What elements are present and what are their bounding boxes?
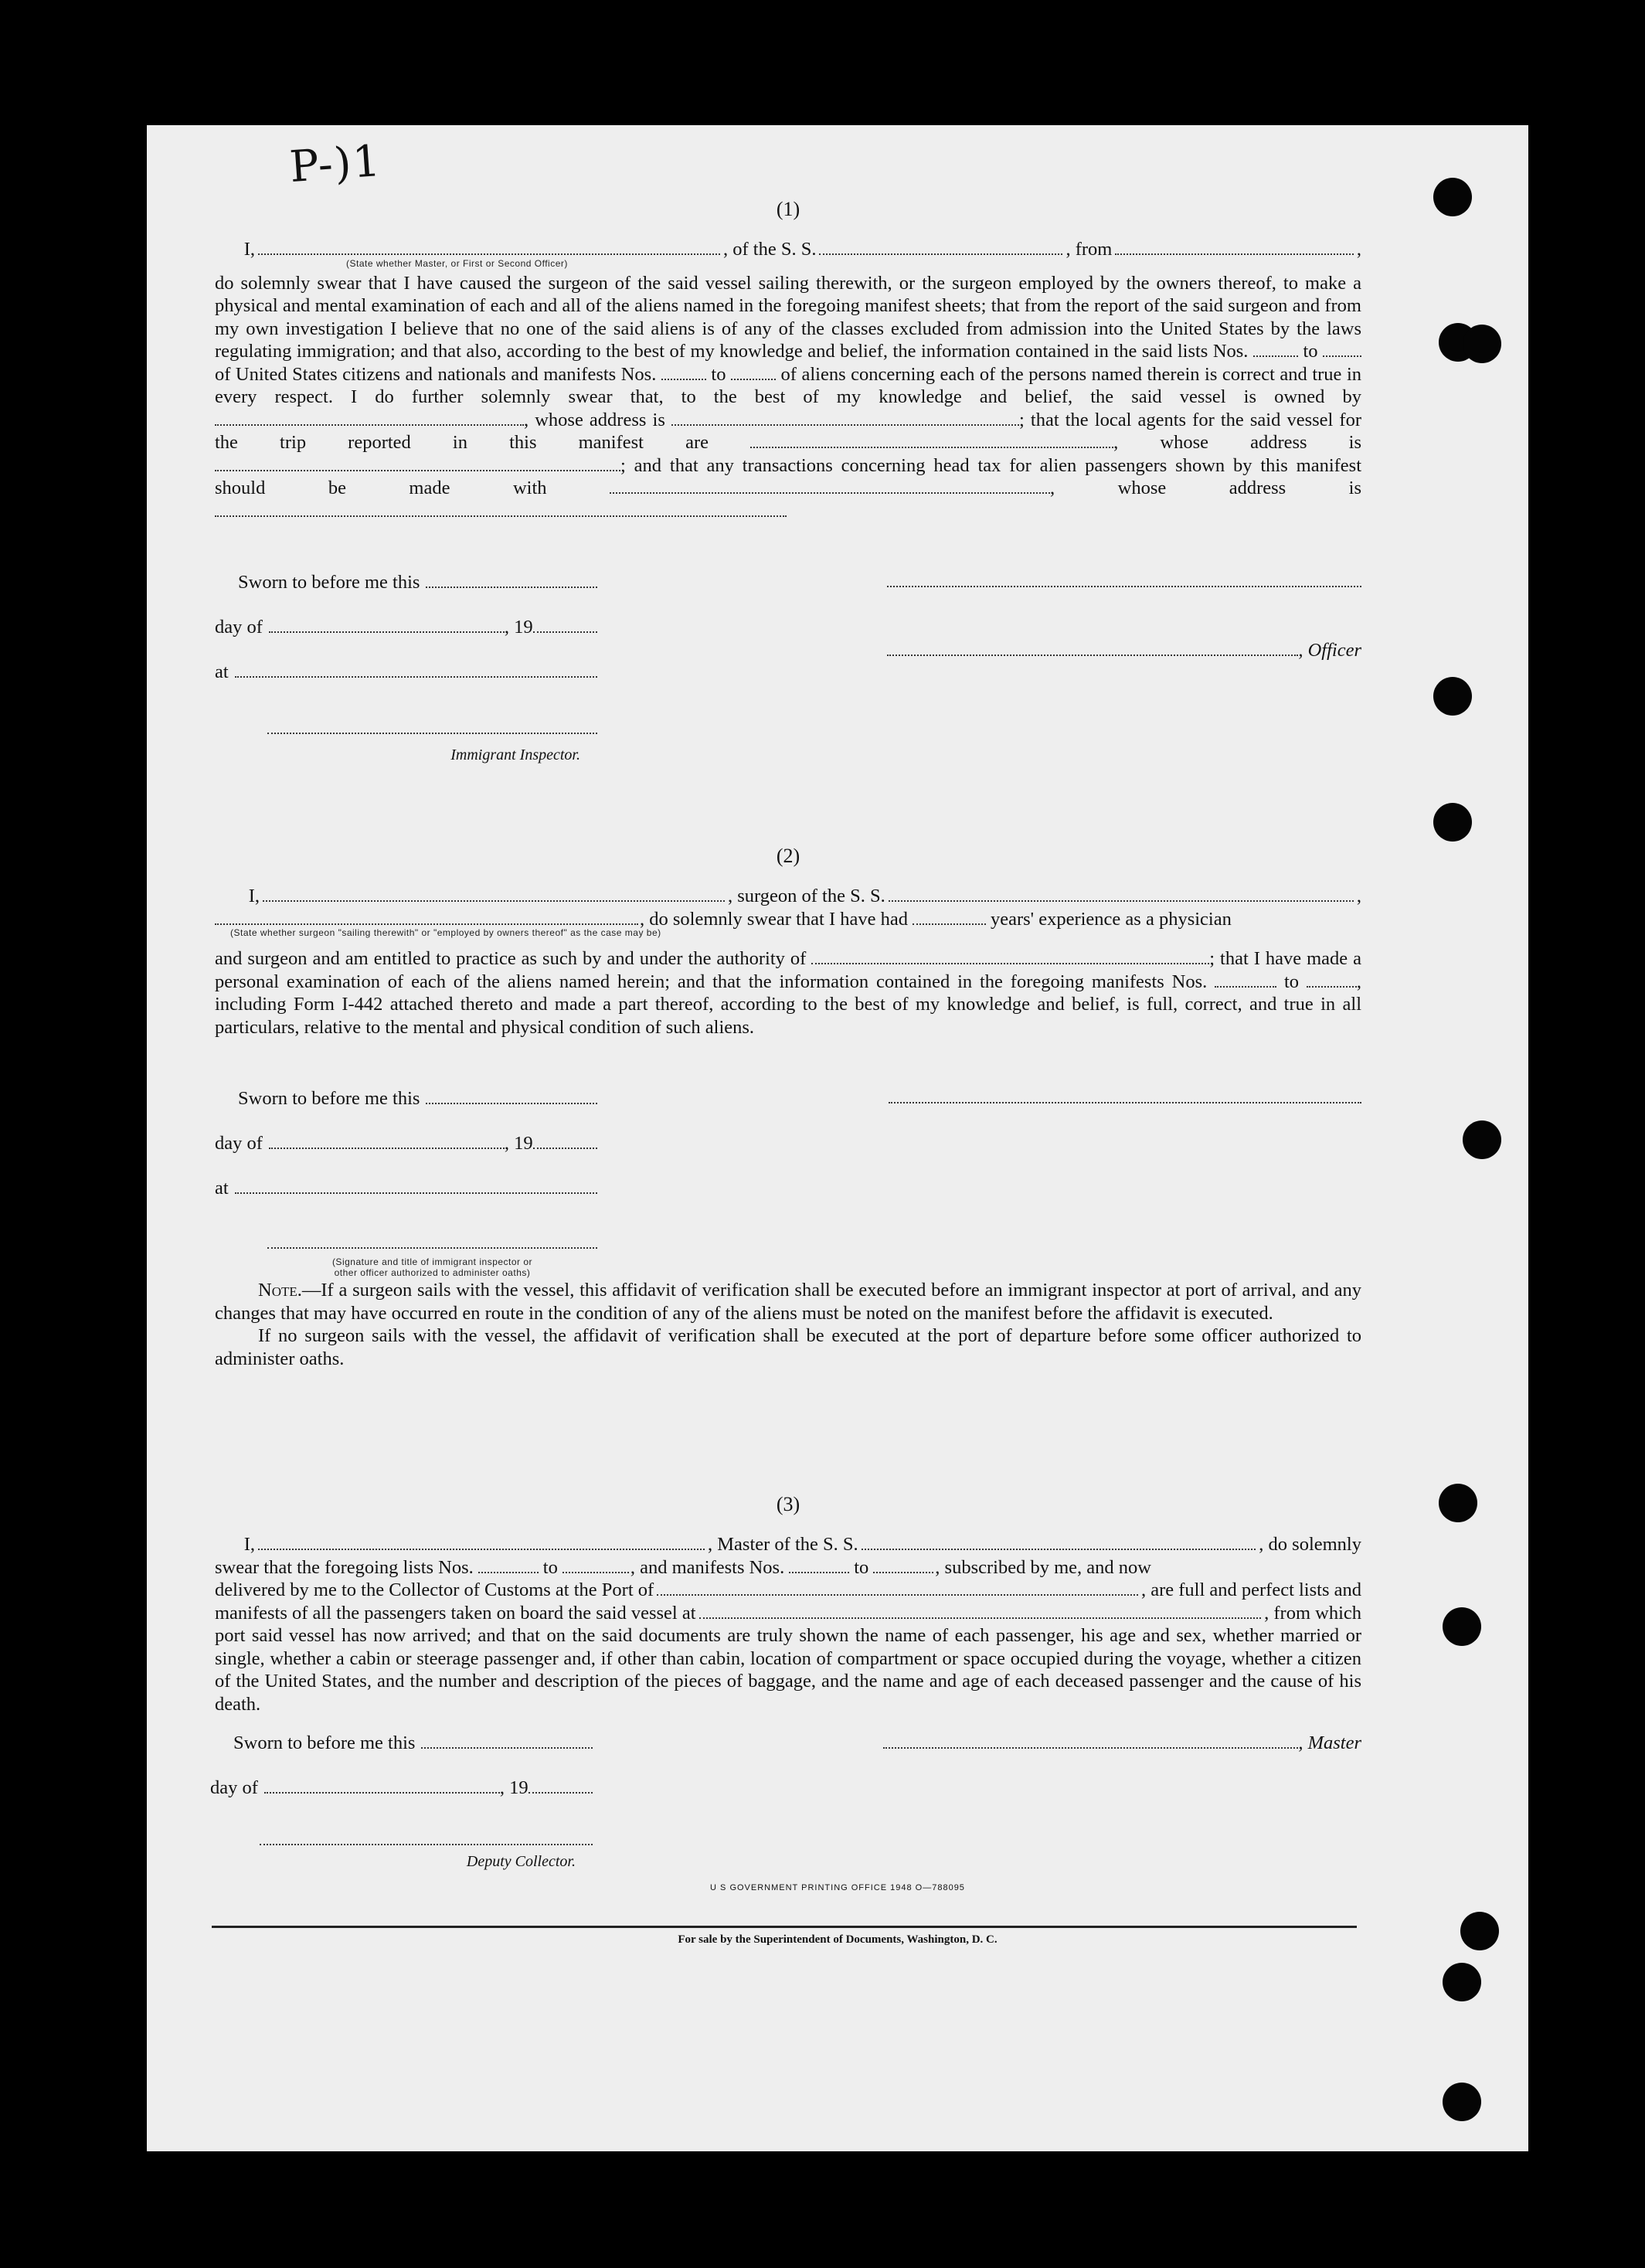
text: do solemnly swear that I have caused the surgeon of the said vessel sailing therewith, or the surgeon employed by the owners thereof, to make a physical and mental examination of each and all of the aliens named in the foregoing manifest sheets; that from the report of the said surgeon and from my own investigation I believe that no one of the said aliens is of any of the classes excluded from admission into the United States by the laws regulating immigration; and that also, according to the best of my knowledge and belief, the information contained in the said lists Nos.	[215, 272, 1361, 362]
years-field[interactable]	[913, 910, 986, 925]
text: day of	[210, 1777, 258, 1798]
authority-field[interactable]	[811, 949, 1209, 964]
text: I,	[243, 239, 255, 260]
surgeon-hint: (State whether surgeon "sailing therewith" or "employed by owners thereof" as the case may be)	[230, 927, 661, 938]
officer-hint: (State whether Master, or First or Second Officer)	[346, 257, 568, 269]
list-no-field[interactable]	[1323, 342, 1361, 357]
sworn-block-1	[215, 572, 597, 764]
text: , Master of the S. S.	[708, 1534, 858, 1555]
embark-line	[215, 1602, 1361, 1625]
officer-caption: , Officer	[1298, 640, 1361, 661]
from-port-field[interactable]	[1115, 240, 1354, 255]
text: whose address is	[1160, 432, 1362, 453]
text: of United States citizens and nationals and manifests Nos.	[215, 363, 657, 385]
text: , from	[1066, 239, 1113, 260]
text: ;	[1018, 409, 1025, 430]
text: to	[1303, 341, 1318, 362]
master-name-field[interactable]	[258, 1535, 705, 1550]
section-1	[215, 198, 1361, 522]
paragraph: port said vessel has now arrived; and that on the said documents are truly shown the name of each passenger, his age and sex, whether married or single, whether a cabin or steerage passenger and, if other than cabin, location of compartment or space occupied during the voyage, whether a citizen of the United States, and the number and description of the pieces of baggage, and the name and age of each deceased passenger and the cause of his death.	[215, 1625, 1361, 1715]
text: passengers shown by this manifest should be made with	[215, 454, 1362, 498]
text: I,	[248, 886, 260, 906]
surgeon-signature-block	[889, 1088, 1361, 1133]
signature-hint	[267, 1256, 597, 1278]
text: I,	[243, 1534, 255, 1555]
inspector-caption: Immigrant Inspector.	[450, 746, 580, 763]
list-no-field[interactable]	[562, 1558, 629, 1573]
master-line	[215, 1533, 1361, 1556]
ship-name-field[interactable]	[862, 1535, 1256, 1550]
agents-field[interactable]	[750, 433, 1113, 448]
punch-hole-icon	[1433, 677, 1472, 716]
punch-hole-icon	[1463, 325, 1501, 363]
surgeon-signature-line[interactable]	[889, 1088, 1361, 1103]
manifest-no-field[interactable]	[731, 365, 776, 380]
handwritten-note: P-)1	[287, 135, 384, 193]
customs-port-field[interactable]	[657, 1580, 1138, 1596]
text: , do solemnly	[1259, 1534, 1361, 1555]
master-caption: , Master	[1298, 1732, 1361, 1753]
text: , 19	[504, 1133, 533, 1154]
embark-port-field[interactable]	[699, 1603, 1262, 1619]
text: day of	[215, 1133, 263, 1154]
text: , of the S. S.	[723, 239, 817, 260]
note-label: Note.	[258, 1280, 302, 1301]
note-paragraph	[215, 1279, 1361, 1324]
month-field[interactable]	[269, 617, 505, 633]
sworn-day-field[interactable]	[426, 1089, 597, 1104]
punch-hole-icon	[1443, 1963, 1481, 2001]
text: , are full and perfect lists and	[1140, 1579, 1361, 1600]
year-field[interactable]	[533, 617, 597, 633]
text: ,	[1356, 239, 1361, 260]
inspector-signature-line[interactable]	[267, 719, 597, 734]
text: and surgeon and am entitled to practice as such by and under the authority of	[215, 948, 807, 969]
text: , 19	[499, 1777, 529, 1798]
text: Sworn to before me this	[238, 1088, 420, 1109]
sworn-day-field[interactable]	[421, 1733, 593, 1749]
officer-signature-line-2[interactable]	[887, 641, 1298, 656]
text: of aliens concerning each of the persons named therein is correct and true in every respect. I do further solemnly swear that, to the best of my knowledge and belief, the said vessel is owned by	[215, 363, 1362, 407]
punch-hole-icon	[1433, 803, 1472, 842]
text: , whose address is	[1050, 478, 1362, 498]
paragraph	[215, 272, 1361, 523]
section-number: (2)	[776, 845, 800, 867]
text: ,	[1113, 432, 1119, 453]
text: , including Form I-442 attached thereto and made a part thereof, according to the best of my knowledge and belief, is full, correct, and true in all particulars, relative to the mental and physical condition of such aliens.	[215, 971, 1362, 1038]
text: swear that the foregoing lists Nos.	[215, 1556, 474, 1578]
section-number: (1)	[776, 198, 800, 220]
master-signature-block	[883, 1732, 1361, 1777]
text: , whose address is	[524, 409, 665, 430]
text: day of	[215, 617, 263, 638]
text: at	[215, 661, 229, 682]
place-field[interactable]	[235, 662, 597, 678]
head-tax-agent-field[interactable]	[610, 478, 1050, 494]
list-no-field[interactable]	[1253, 342, 1298, 357]
officer-signature-block	[887, 572, 1361, 685]
text: at	[215, 1178, 229, 1199]
manifest-no-field[interactable]	[873, 1558, 933, 1573]
text: , subscribed by me, and now	[935, 1556, 1151, 1578]
master-signature-line[interactable]	[883, 1733, 1298, 1749]
divider	[212, 1926, 1357, 1928]
manifest-no-field[interactable]	[1307, 972, 1357, 988]
head-tax-address-field[interactable]	[215, 502, 787, 517]
text: to	[542, 1556, 558, 1578]
sworn-day-field[interactable]	[426, 573, 597, 588]
punch-hole-icon	[1433, 178, 1472, 216]
text: manifests of all the passengers taken on board the said vessel at	[215, 1602, 696, 1624]
note-paragraph: If no surgeon sails with the vessel, the affidavit of verification shall be executed at the port of departure before some officer authorized to administer oaths.	[215, 1325, 1361, 1369]
text: , surgeon of the S. S.	[728, 886, 885, 906]
collector-signature-line[interactable]	[260, 1830, 593, 1845]
inspector-signature-line[interactable]	[267, 1233, 597, 1249]
section-2	[215, 845, 1361, 1039]
text: Sworn to before me this	[238, 572, 420, 593]
manifest-no-field[interactable]	[1215, 972, 1276, 988]
manifest-no-field[interactable]	[789, 1558, 849, 1573]
punch-hole-icon	[1439, 1484, 1477, 1522]
text: to	[854, 1556, 869, 1578]
year-field[interactable]	[533, 1134, 597, 1149]
text: , 19	[504, 617, 533, 638]
paragraph	[215, 947, 1361, 1039]
text: ;	[1209, 948, 1215, 969]
place-field[interactable]	[235, 1178, 597, 1194]
text: ,	[1356, 886, 1361, 906]
section-number: (3)	[776, 1493, 800, 1515]
text: ; and that any transactions concerning head tax for alien	[620, 454, 1077, 476]
surgeon-status-field[interactable]	[215, 910, 638, 925]
sworn-block-3	[210, 1732, 593, 1871]
lists-line	[215, 1556, 1361, 1579]
text: , do solemnly swear that I have had	[640, 908, 908, 930]
collector-caption: Deputy Collector.	[466, 1853, 576, 1870]
surgeon-line	[215, 885, 1361, 908]
punch-hole-icon	[1463, 1120, 1501, 1159]
owner-field[interactable]	[215, 410, 524, 426]
ship-name-field[interactable]	[889, 886, 1354, 902]
text: delivered by me to the Collector of Customs at the Port of	[215, 1579, 654, 1600]
sworn-block-2	[215, 1088, 597, 1278]
officer-signature-line[interactable]	[887, 572, 1361, 587]
list-no-field[interactable]	[478, 1558, 539, 1573]
owner-address-field[interactable]	[671, 410, 1019, 426]
text: Sworn to before me this	[233, 1732, 416, 1753]
manifest-no-field[interactable]	[661, 365, 706, 380]
ship-name-field[interactable]	[819, 240, 1062, 255]
text: years' experience as a physician	[990, 908, 1232, 930]
port-line	[215, 1579, 1361, 1602]
text: that I have made a personal examination of each of the aliens named herein; and that the information contained in the foregoing manifests Nos.	[215, 948, 1362, 992]
month-field[interactable]	[269, 1134, 505, 1149]
sale-notice: For sale by the Superintendent of Documents, Washington, D. C.	[678, 1933, 998, 1946]
text: , and manifests Nos.	[630, 1556, 785, 1578]
text: other officer authorized to administer oaths)	[334, 1267, 531, 1278]
text: that the local agents for the said vessel for the trip reported in this manifest are	[215, 409, 1362, 453]
text: to	[1283, 971, 1300, 992]
printing-office-imprint: U S GOVERNMENT PRINTING OFFICE 1948 O—788095	[710, 1883, 965, 1892]
surgeon-name-field[interactable]	[263, 886, 725, 902]
text: (Signature and title of immigrant inspector or	[331, 1256, 533, 1267]
text: —If a surgeon sails with the vessel, this affidavit of verification shall be executed before an immigrant inspector at port of arrival, and any changes that may have occurred en route in the condition of any of the aliens must be noted on the manifest before the affidavit is executed.	[215, 1280, 1361, 1324]
punch-hole-icon	[1443, 2083, 1481, 2121]
month-field[interactable]	[264, 1778, 500, 1794]
note-block	[215, 1279, 1361, 1370]
punch-hole-icon	[1443, 1607, 1481, 1646]
text: , from which	[1264, 1602, 1361, 1624]
agents-address-field[interactable]	[215, 456, 620, 471]
year-field[interactable]	[529, 1778, 593, 1794]
text: to	[711, 363, 726, 385]
section-3	[215, 1493, 1361, 1715]
officer-name-field[interactable]	[258, 240, 720, 255]
